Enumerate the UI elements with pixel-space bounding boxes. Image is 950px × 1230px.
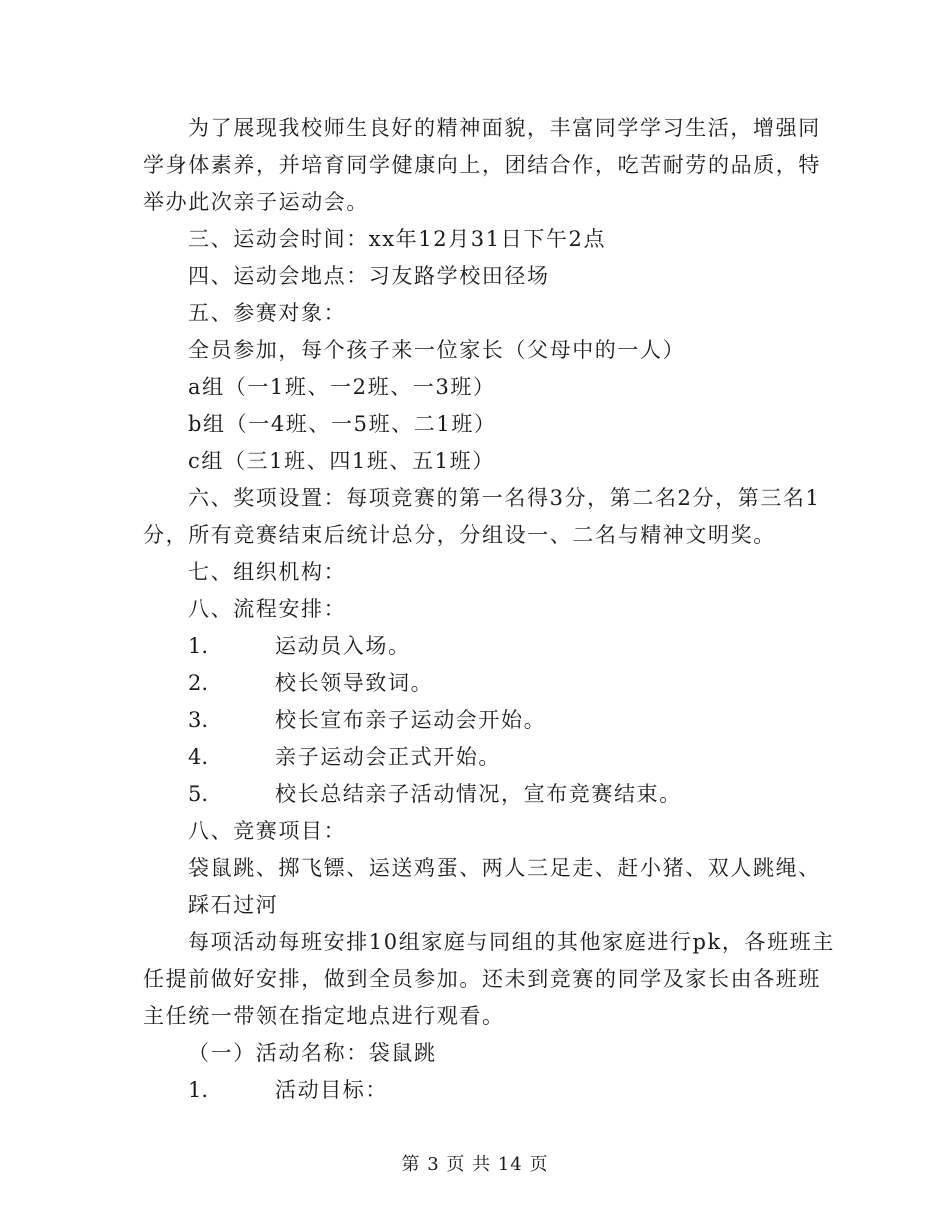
group-a: a组（一1班、一2班、一3班） [188,375,496,399]
time-line: 三、运动会时间：xx年12月31日下午2点 [188,227,607,251]
activity-name: （一）活动名称：袋鼠跳 [188,1041,437,1065]
flow-item-text: 校长总结亲子活动情况，宣布竞赛结束。 [275,782,682,806]
awards-line-1: 六、奖项设置：每项竞赛的第一名得3分，第二名2分，第三名1 [188,486,821,510]
intro-line-2: 学身体素养，并培育同学健康向上，团结合作，吃苦耐劳的品质，特 [143,153,821,177]
flow-item-text: 运动员入场。 [275,634,411,658]
group-b: b组（一4班、一5班、二1班） [188,412,497,436]
intro-line-3: 举办此次亲子运动会。 [143,190,369,214]
flow-item-text: 校长宣布亲子运动会开始。 [275,708,547,732]
participants-all: 全员参加，每个孩子来一位家长（父母中的一人） [188,338,686,362]
flow-item-number: 4. [188,745,209,769]
events-list-line-2: 踩石过河 [188,893,279,917]
flow-item-number: 3. [188,708,209,732]
flow-item-number: 2. [188,671,209,695]
activity-item-text: 活动目标： [275,1078,388,1102]
group-c: c组（三1班、四1班、五1班） [188,449,495,473]
arrangement-line-3: 主任统一带领在指定地点进行观看。 [143,1004,505,1028]
participants-heading: 五、参赛对象： [188,301,347,325]
organization-heading: 七、组织机构： [188,560,347,584]
arrangement-line-2: 任提前做好安排，做到全员参加。还未到竞赛的同学及家长由各班班 [143,967,821,991]
awards-line-2: 分，所有竞赛结束后统计总分，分组设一、二名与精神文明奖。 [143,523,776,547]
flow-heading: 八、流程安排： [188,597,347,621]
flow-item-number: 5. [188,782,209,806]
location-line: 四、运动会地点：习友路学校田径场 [188,264,550,288]
intro-line-1: 为了展现我校师生良好的精神面貌，丰富同学学习生活，增强同 [188,116,821,140]
arrangement-line-1: 每项活动每班安排10组家庭与同组的其他家庭进行pk，各班班主 [188,930,835,954]
page-footer: 第 3 页 共 14 页 [401,1154,549,1175]
events-heading: 八、竞赛项目： [188,819,347,843]
events-list-line-1: 袋鼠跳、掷飞镖、运送鸡蛋、两人三足走、赶小猪、双人跳绳、 [188,856,821,880]
flow-item-text: 校长领导致词。 [275,671,434,695]
activity-item-number: 1. [188,1078,209,1102]
flow-item-number: 1. [188,634,209,658]
flow-item-text: 亲子运动会正式开始。 [275,745,501,769]
